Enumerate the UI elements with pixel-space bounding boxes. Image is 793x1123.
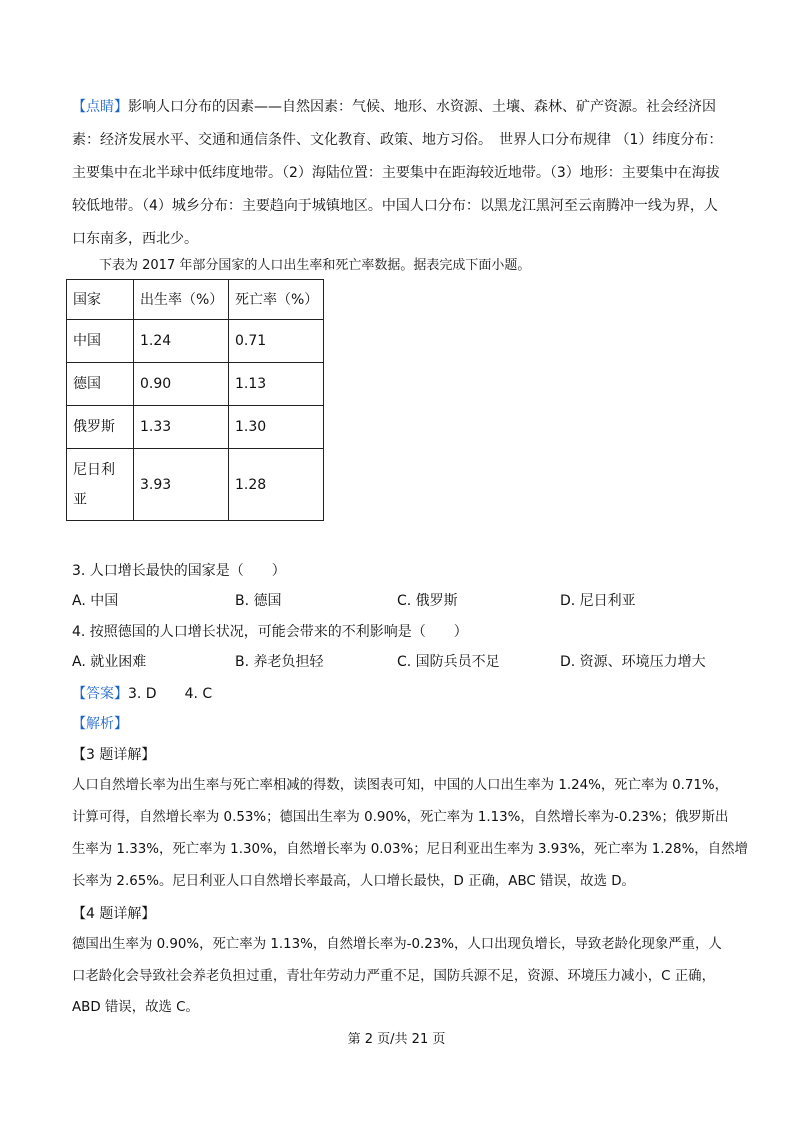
tip-text: 影响人口分布的因素——自然因素：气候、地形、水资源、土壤、森林、矿产资源。社会经济因: [128, 99, 716, 115]
analysis-tag: 【解析】: [72, 716, 128, 732]
cell-birth: 1.33: [134, 406, 229, 449]
page-footer: 第 2 页/共 21 页: [347, 1032, 446, 1047]
answer-tag: 【答案】: [72, 686, 128, 702]
table-intro: 下表为 2017 年部分国家的人口出生率和死亡率数据。据表完成下面小题。: [99, 258, 531, 273]
detail3-line-2: 计算可得，自然增长率为 0.53%；德国出生率为 0.90%，死亡率为 1.13%，自然增长率为-0.23%；俄罗斯出: [72, 810, 729, 825]
table-row: [67, 320, 324, 363]
q3-stem: 3. 人口增长最快的国家是（ ）: [72, 563, 286, 579]
detail4-tag: 【4 题详解】: [72, 906, 156, 922]
cell-country: [67, 449, 134, 521]
q4-option-b: B. 养老负担轻: [235, 654, 324, 670]
q3-option-b: B. 德国: [235, 593, 282, 609]
cell-country: 俄罗斯: [67, 406, 134, 449]
cell-death: 1.28: [229, 449, 324, 521]
answer-text: 3. D 4. C: [128, 686, 213, 702]
q4-stem: 4. 按照德国的人口增长状况，可能会带来的不利影响是（ ）: [72, 624, 468, 640]
table-row: [67, 449, 324, 521]
table-row: [67, 363, 324, 406]
cell-country-line-2: 亚: [73, 491, 87, 508]
header-death: 死亡率（%）: [229, 280, 324, 320]
detail3-line-3: 生率为 1.33%，死亡率为 1.30%，自然增长率为 0.03%；尼日利亚出生率为 3.93%，死亡率为 1.28%，自然增: [72, 842, 748, 857]
q3-option-a: A. 中国: [72, 593, 119, 609]
q3-option-c: C. 俄罗斯: [397, 593, 458, 609]
table-header-row: [67, 280, 324, 320]
tip-line-5: 口东南多，西北少。: [72, 231, 198, 247]
cell-death: 0.71: [229, 320, 324, 363]
detail3-line-4: 长率为 2.65%。尼日利亚人口自然增长率最高，人口增长最快，D 正确，ABC 错误，故选 D。: [72, 874, 635, 889]
cell-country: 德国: [67, 363, 134, 406]
q3-option-d: D. 尼日利亚: [560, 593, 636, 609]
cell-birth: 1.24: [134, 320, 229, 363]
detail3-line-1: 人口自然增长率为出生率与死亡率相减的得数，读图表可知，中国的人口出生率为 1.24%，死亡率为 0.71%，: [72, 778, 728, 793]
tip-line-3: 主要集中在北半球中低纬度地带。（2）海陆位置：主要集中在距海较近地带。（3）地形：主要集中在海拔: [72, 165, 720, 181]
tip-line-4: 较低地带。（4）城乡分布：主要趋向于城镇地区。中国人口分布：以黑龙江黑河至云南腾冲一线为界，人: [72, 198, 718, 214]
q4-option-a: A. 就业困难: [72, 654, 147, 670]
detail4-line-3: ABD 错误，故选 C。: [72, 1000, 199, 1015]
answer-line: [72, 684, 212, 704]
detail3-tag: 【3 题详解】: [72, 747, 156, 763]
header-birth: 出生率（%）: [134, 280, 229, 320]
cell-birth: 3.93: [134, 449, 229, 521]
detail4-line-2: 口老龄化会导致社会养老负担过重，青壮年劳动力严重不足，国防兵源不足，资源、环境压力减小，C 正确，: [72, 969, 715, 984]
birth-death-table: [66, 279, 324, 521]
tip-line-1: [72, 97, 716, 117]
cell-death: 1.13: [229, 363, 324, 406]
cell-death: 1.30: [229, 406, 324, 449]
header-country: 国家: [67, 280, 134, 320]
cell-birth: 0.90: [134, 363, 229, 406]
tip-tag: 【点睛】: [72, 99, 128, 115]
q4-option-c: C. 国防兵员不足: [397, 654, 500, 670]
cell-country-line-1: 尼日利: [73, 461, 115, 478]
tip-line-2: 素：经济发展水平、交通和通信条件、文化教育、政策、地方习俗。 世界人口分布规律 （1）纬度分布：: [72, 132, 723, 148]
q4-option-d: D. 资源、环境压力增大: [560, 654, 706, 670]
table-row: [67, 406, 324, 449]
detail4-line-1: 德国出生率为 0.90%，死亡率为 1.13%，自然增长率为-0.23%，人口出现负增长，导致老龄化现象严重，人: [72, 937, 722, 952]
cell-country: 中国: [67, 320, 134, 363]
